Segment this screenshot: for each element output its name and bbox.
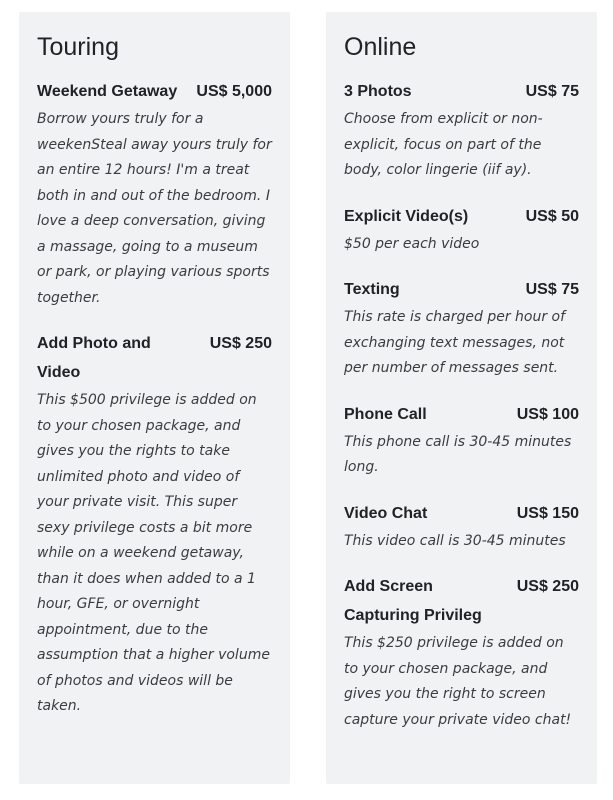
touring-card [19,12,290,784]
service-item-texting [344,275,579,382]
service-description: This $250 privilege is added on to your chosen package, and gives you the right to screen capture your private video chat! [344,635,572,728]
service-price: US$ 250 [209,335,272,352]
service-description: $50 per each video [344,235,480,252]
service-description: This phone call is 30-45 minutes long. [344,433,572,475]
service-item-video-chat [344,499,579,555]
online-title: Online [344,33,417,61]
service-name: Explicit Video(s) [344,207,469,225]
service-description: This rate is charged per hour of exchanging text messages, not per number of messages sent. [344,309,566,376]
service-item-explicit-videos [344,202,579,258]
service-name: Phone Call [344,405,427,423]
service-item-phone-call [344,400,579,481]
service-name: Add Screen Capturing Privileg [344,578,482,624]
service-price: US$ 75 [525,83,579,100]
service-description: This $500 privilege is added on to your chosen package, and gives you the rights to take unlimited photo and video of your private visit. This super sexy privilege costs a bit more while on a weekend getaway, than it does when added to a 1 hour, GFE, or overnight appointment, due to the assumption that a higher volume of photos and videos will be taken. [37,392,270,714]
service-price: US$ 100 [516,405,579,423]
service-price: US$ 50 [525,207,579,225]
service-name: Add Photo and Video [37,335,151,381]
service-description: Choose from explicit or non-explicit, focus on part of the body, color lingerie (iif ay). [344,111,543,178]
service-price: US$ 5,000 [196,83,272,100]
service-item-weekend-getaway [37,77,272,311]
service-price: US$ 250 [516,578,579,595]
service-description: This video call is 30-45 minutes [344,532,566,549]
service-item-screen-capturing [344,572,579,733]
online-card [326,12,597,784]
service-item-add-photo-video [37,329,272,720]
service-name: Weekend Getaway [37,83,178,100]
service-description: Borrow yours truly for a weekenSteal away yours truly for an entire 12 hours! I'm a treat both in and out of the bedroom. I love a deep conversation, giving a massage, going to a museum or park, or playing various sports together. [37,111,272,306]
service-name: 3 Photos [344,83,412,100]
service-price: US$ 150 [516,504,579,522]
touring-title: Touring [37,33,119,61]
service-name: Texting [344,281,400,298]
service-price: US$ 75 [525,281,579,298]
service-item-3-photos [344,77,579,184]
service-name: Video Chat [344,504,428,522]
